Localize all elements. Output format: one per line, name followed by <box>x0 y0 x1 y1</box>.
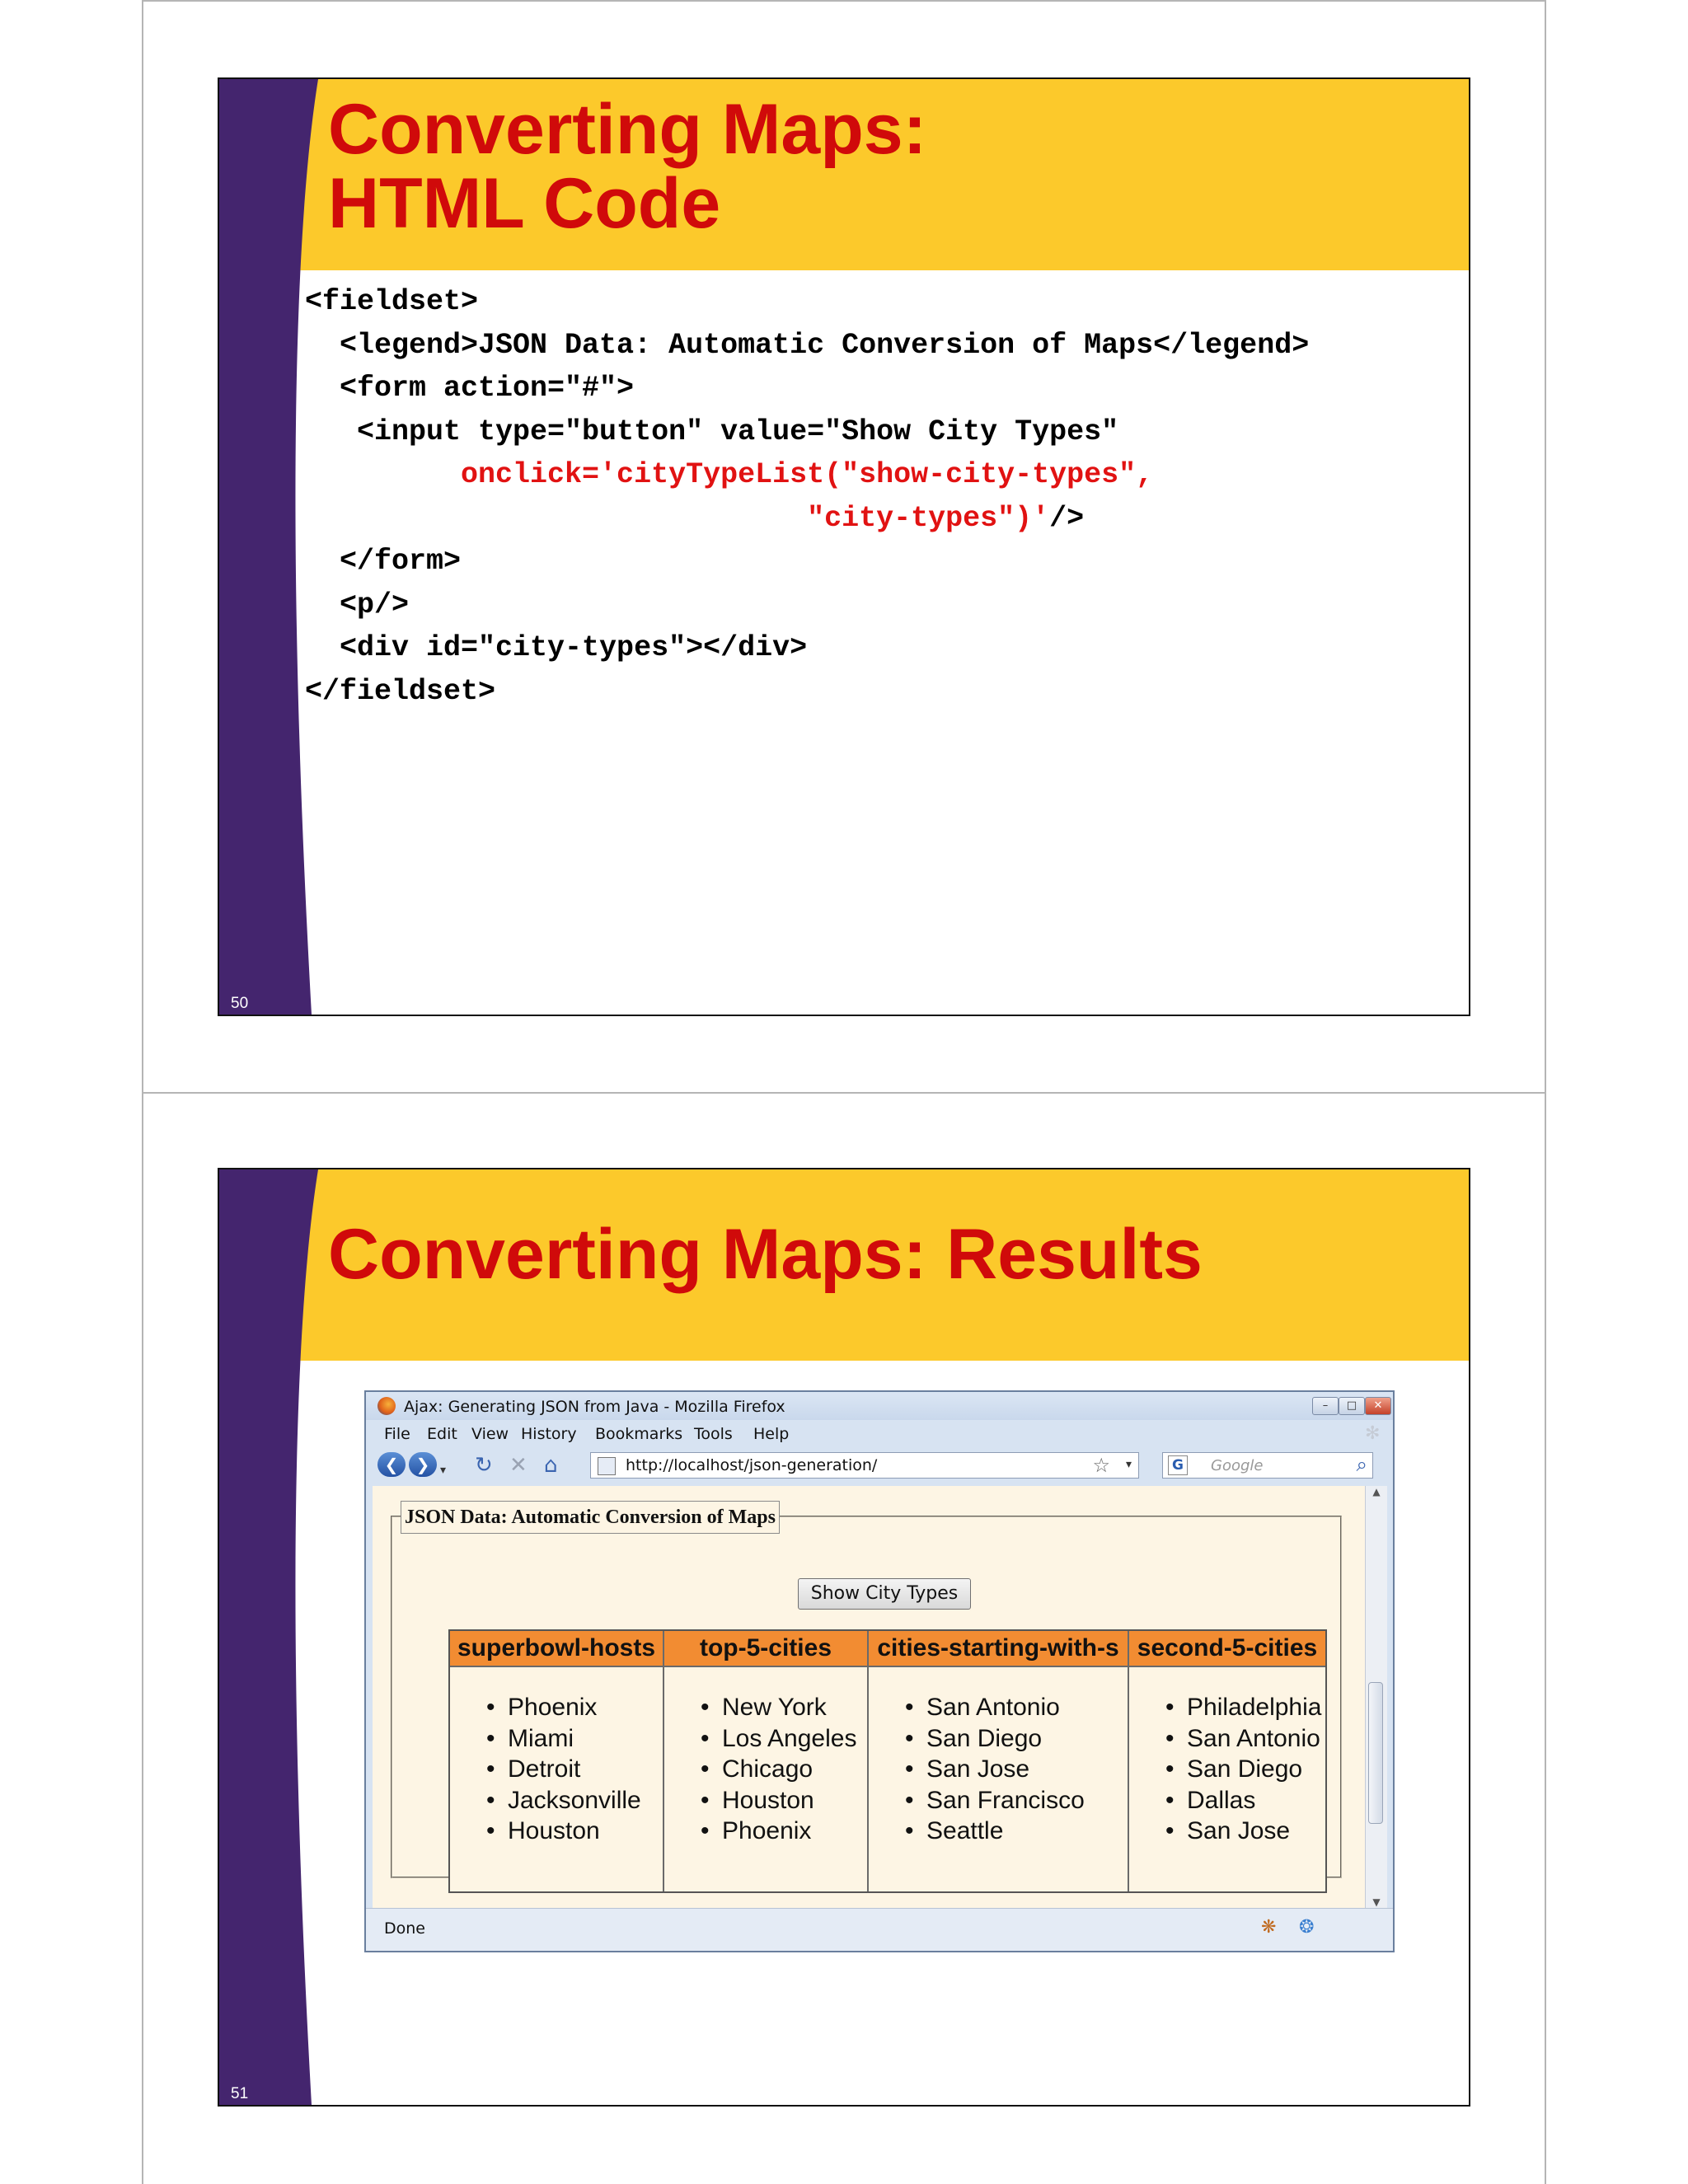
city-list <box>664 1692 856 1847</box>
list-item: • San Jose <box>1129 1816 1321 1847</box>
browser-nav-bar <box>366 1446 1393 1483</box>
fieldset-legend: JSON Data: Automatic Conversion of Maps <box>401 1501 780 1534</box>
table-column <box>1129 1631 1325 1891</box>
menu-file[interactable]: File <box>384 1425 410 1443</box>
column-header: top-5-cities <box>664 1631 867 1667</box>
address-url: http://localhost/json-generation/ <box>626 1456 878 1474</box>
table-column <box>450 1631 664 1891</box>
list-item: • Phoenix <box>450 1692 641 1723</box>
list-item: • San Diego <box>869 1723 1085 1755</box>
code-line: <form action="#"> <box>305 372 635 405</box>
menu-bookmarks[interactable]: Bookmarks <box>595 1425 683 1443</box>
code-line-highlight: onclick='cityTypeList("show-city-types", <box>461 458 1154 491</box>
list-item: • Houston <box>450 1816 641 1847</box>
code-line: <fieldset> <box>305 285 479 318</box>
json-fieldset <box>391 1516 1342 1878</box>
list-item: • Jacksonville <box>450 1785 641 1816</box>
browser-window-title: Ajax: Generating JSON from Java - Mozilla Firefox <box>404 1398 785 1416</box>
code-line: /> <box>1049 501 1085 535</box>
page-content <box>373 1486 1365 1908</box>
menu-edit[interactable]: Edit <box>427 1425 457 1443</box>
list-item: • Miami <box>450 1723 641 1755</box>
list-item: • Houston <box>664 1785 856 1816</box>
scroll-thumb[interactable] <box>1368 1682 1383 1824</box>
back-icon[interactable]: ❮ <box>377 1452 406 1477</box>
slide-title: Converting Maps: Results <box>328 1215 1203 1294</box>
code-block <box>305 280 1309 713</box>
menu-history[interactable]: History <box>521 1425 577 1443</box>
throbber-icon: ✻ <box>1365 1423 1381 1444</box>
url-dropdown-icon[interactable]: ▾ <box>1125 1458 1132 1471</box>
column-header: superbowl-hosts <box>450 1631 663 1667</box>
close-icon[interactable]: ✕ <box>1365 1397 1391 1415</box>
list-item: • Dallas <box>1129 1785 1321 1816</box>
address-bar[interactable] <box>590 1452 1139 1479</box>
browser-status-bar <box>366 1908 1393 1952</box>
code-line: <div id="city-types"></div> <box>305 631 808 664</box>
menu-help[interactable]: Help <box>753 1425 790 1443</box>
forward-icon[interactable]: ❯ <box>409 1452 437 1477</box>
city-types-table <box>448 1629 1327 1893</box>
firebug-icon[interactable]: ❋ <box>1261 1917 1277 1938</box>
status-text: Done <box>384 1919 425 1938</box>
browser-menu-bar <box>366 1420 1393 1446</box>
addon-icon[interactable]: ❂ <box>1299 1917 1315 1938</box>
city-list <box>1129 1692 1321 1847</box>
bookmark-star-icon[interactable]: ☆ <box>1092 1454 1110 1477</box>
slide-title: Converting Maps: HTML Code <box>328 90 927 243</box>
table-column <box>869 1631 1129 1891</box>
show-city-types-button[interactable]: Show City Types <box>798 1578 971 1610</box>
code-line: <legend>JSON Data: Automatic Conversion of Maps</legend> <box>305 328 1310 362</box>
code-line: </fieldset> <box>305 674 496 708</box>
search-placeholder: Google <box>1211 1457 1264 1474</box>
column-header: cities-starting-with-s <box>869 1631 1128 1667</box>
list-item: • San Francisco <box>869 1785 1085 1816</box>
list-item: • Detroit <box>450 1754 641 1785</box>
stop-icon[interactable]: ✕ <box>509 1453 528 1478</box>
home-icon[interactable]: ⌂ <box>544 1453 558 1478</box>
list-item: • Chicago <box>664 1754 856 1785</box>
slide-side-stripe <box>219 79 318 1015</box>
column-header: second-5-cities <box>1129 1631 1325 1667</box>
firefox-logo-icon <box>377 1397 396 1415</box>
history-dropdown-icon[interactable]: ▾ <box>440 1464 447 1477</box>
code-line: <p/> <box>305 588 410 621</box>
maximize-icon[interactable]: □ <box>1339 1397 1365 1415</box>
page-favicon-icon <box>598 1457 616 1475</box>
list-item: • New York <box>664 1692 856 1723</box>
slide-side-stripe <box>219 1169 318 2105</box>
list-item: • Phoenix <box>664 1816 856 1847</box>
search-icon[interactable]: ⌕ <box>1356 1453 1367 1476</box>
scroll-down-icon[interactable]: ▼ <box>1372 1896 1381 1908</box>
code-line: </form> <box>305 545 462 578</box>
reload-icon[interactable]: ↻ <box>475 1453 493 1478</box>
slide-page-number: 51 <box>231 2085 249 2102</box>
table-column <box>664 1631 869 1891</box>
code-line-highlight: "city-types")' <box>807 501 1050 535</box>
browser-title-bar <box>366 1392 1393 1420</box>
list-item: • San Diego <box>1129 1754 1321 1785</box>
list-item: • Seattle <box>869 1816 1085 1847</box>
city-list <box>869 1692 1085 1847</box>
list-item: • San Antonio <box>869 1692 1085 1723</box>
page-divider <box>142 1092 1546 1094</box>
scroll-up-icon[interactable]: ▲ <box>1372 1486 1381 1497</box>
city-list <box>450 1692 641 1847</box>
list-item: • San Antonio <box>1129 1723 1321 1755</box>
code-line: <input type="button" value="Show City Types" <box>305 415 1119 448</box>
menu-view[interactable]: View <box>471 1425 509 1443</box>
slide-51 <box>218 1168 1470 2107</box>
slide-page-number: 50 <box>231 995 249 1012</box>
list-item: • Philadelphia <box>1129 1692 1321 1723</box>
minimize-icon[interactable]: – <box>1312 1397 1339 1415</box>
browser-window-screenshot <box>364 1390 1395 1952</box>
search-engine-icon[interactable]: G <box>1168 1455 1188 1475</box>
menu-tools[interactable]: Tools <box>694 1425 733 1443</box>
slide-50 <box>218 77 1470 1016</box>
list-item: • Los Angeles <box>664 1723 856 1755</box>
search-box[interactable] <box>1162 1452 1373 1479</box>
list-item: • San Jose <box>869 1754 1085 1785</box>
vertical-scrollbar[interactable] <box>1365 1486 1387 1908</box>
